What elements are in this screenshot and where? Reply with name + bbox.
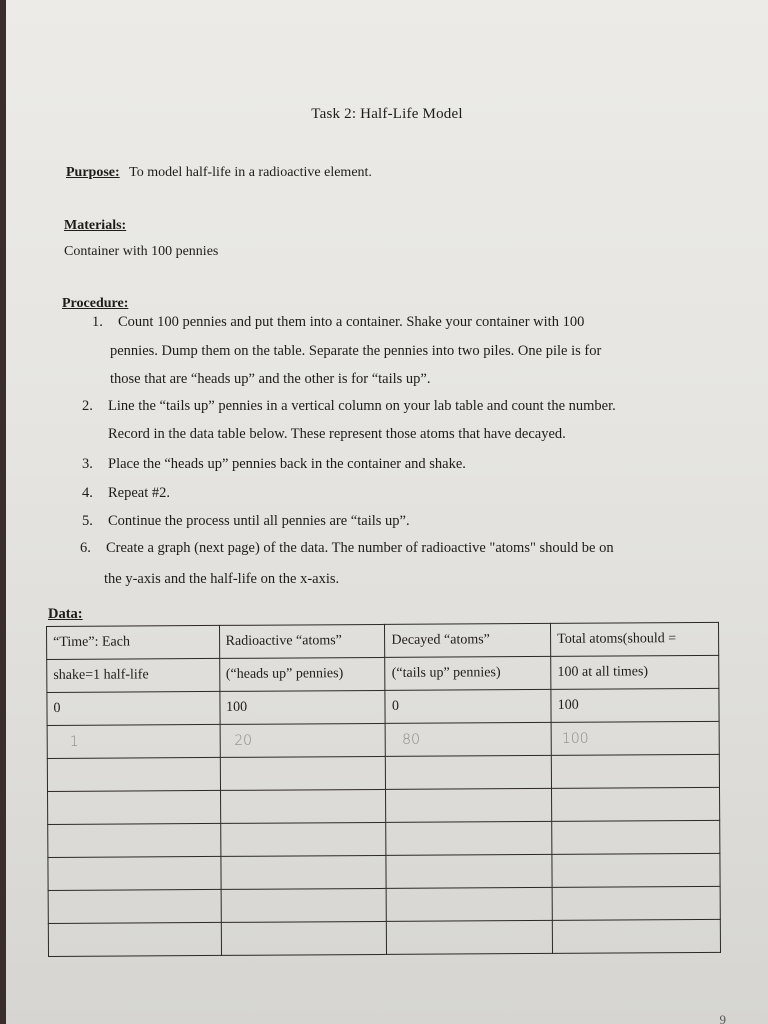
table-header-row [47, 622, 719, 659]
table-cell [552, 820, 720, 854]
procedure-step-line [82, 398, 616, 415]
purpose-line [66, 165, 372, 181]
procedure-label-line [62, 296, 128, 312]
page-title: Task 2: Half-Life Model [311, 106, 463, 122]
table-cell: 0 [385, 689, 551, 723]
table-cell: 100 [219, 690, 385, 724]
procedure-step-text: Line the “tails up” pennies in a vertical column on your lab table and count the number. [108, 398, 616, 414]
page-number: 9 [719, 1012, 726, 1024]
procedure-step-text: Create a graph (next page) of the data. The number of radioactive "atoms" should be on [106, 540, 614, 556]
table-cell [48, 889, 221, 923]
table-cell [552, 886, 720, 920]
procedure-step-line [82, 456, 466, 473]
materials-label-line [64, 218, 126, 234]
table-cell [47, 757, 220, 791]
table-row-empty [48, 820, 720, 857]
table-cell: shake=1 half-life [47, 658, 220, 692]
procedure-step-line [82, 485, 170, 502]
table-cell [552, 787, 720, 821]
purpose-text: To model half-life in a radioactive element. [129, 165, 372, 180]
procedure-step-text: Repeat #2. [108, 485, 171, 501]
table-cell [386, 854, 552, 888]
table-cell: 80 [386, 722, 552, 756]
table-row-empty [48, 787, 720, 824]
table-cell [48, 922, 221, 956]
table-cell [386, 788, 552, 822]
table-cell: 100 [551, 721, 719, 755]
table-cell: 100 at all times) [551, 655, 719, 689]
procedure-step-text: Record in the data table below. These represent those atoms that have decayed. [108, 426, 566, 442]
table-cell [220, 756, 386, 790]
table-row-handwritten [47, 721, 719, 758]
table-cell [386, 821, 552, 855]
table-row-empty [47, 754, 719, 791]
procedure-step-line [104, 571, 339, 588]
procedure-step-line [82, 513, 410, 530]
procedure-step-number: 1. [92, 314, 103, 330]
table-cell: 100 [551, 688, 719, 722]
procedure-step-number: 3. [82, 456, 93, 472]
procedure-step-line [110, 371, 431, 388]
table-cell [387, 920, 553, 954]
table-row-empty [48, 853, 720, 890]
table-cell [48, 856, 221, 890]
table-cell [221, 921, 387, 955]
table-cell: Decayed “atoms” [385, 623, 551, 657]
table-cell [220, 822, 386, 856]
procedure-step-line [108, 426, 566, 443]
data-label: Data: [48, 606, 83, 622]
table-cell: “Time”: Each [47, 625, 220, 659]
table-cell [48, 790, 221, 824]
table-cell [551, 754, 719, 788]
table-cell [552, 919, 720, 953]
table-cell [221, 888, 387, 922]
procedure-step-text: Place the “heads up” pennies back in the container and shake. [108, 456, 466, 472]
table-cell: (“tails up” pennies) [385, 656, 551, 690]
worksheet-page [6, 0, 768, 1024]
procedure-step-line [80, 540, 614, 557]
procedure-step-text: pennies. Dump them on the table. Separate the pennies into two piles. One pile is for [110, 343, 602, 359]
table-cell [220, 789, 386, 823]
procedure-step-text: Count 100 pennies and put them into a container. Shake your container with 100 [118, 314, 585, 330]
data-table [46, 622, 721, 957]
procedure-step-text: Continue the process until all pennies are “tails up”. [108, 513, 410, 529]
table-cell [220, 855, 386, 889]
table-header-row [47, 655, 719, 692]
table-cell [386, 755, 552, 789]
table-cell: 0 [47, 691, 220, 725]
table-row-empty [48, 919, 720, 956]
procedure-step-number: 2. [82, 398, 93, 414]
table-cell: (“heads up” pennies) [219, 657, 385, 691]
table-cell [552, 853, 720, 887]
procedure-step-text: the y-axis and the half-life on the x-axis. [104, 571, 340, 587]
procedure-label: Procedure: [62, 296, 129, 311]
table-cell: 20 [220, 723, 386, 757]
table-row [47, 688, 719, 725]
procedure-step-text: those that are “heads up” and the other is for “tails up”. [110, 371, 431, 387]
procedure-step-number: 5. [82, 513, 93, 529]
purpose-label: Purpose: [66, 165, 120, 180]
table-cell: Radioactive “atoms” [219, 624, 385, 658]
materials-text: Container with 100 pennies [64, 244, 219, 259]
materials-label: Materials: [64, 218, 127, 233]
data-label-line [48, 606, 83, 623]
procedure-step-number: 6. [80, 540, 91, 556]
table-cell [48, 823, 221, 857]
table-cell [387, 887, 553, 921]
table-cell: Total atoms(should = [551, 622, 719, 656]
procedure-step-number: 4. [82, 485, 93, 501]
table-row-empty [48, 886, 720, 923]
table-cell: 1 [47, 724, 220, 758]
procedure-step-line [92, 314, 584, 331]
procedure-step-line [110, 343, 601, 360]
